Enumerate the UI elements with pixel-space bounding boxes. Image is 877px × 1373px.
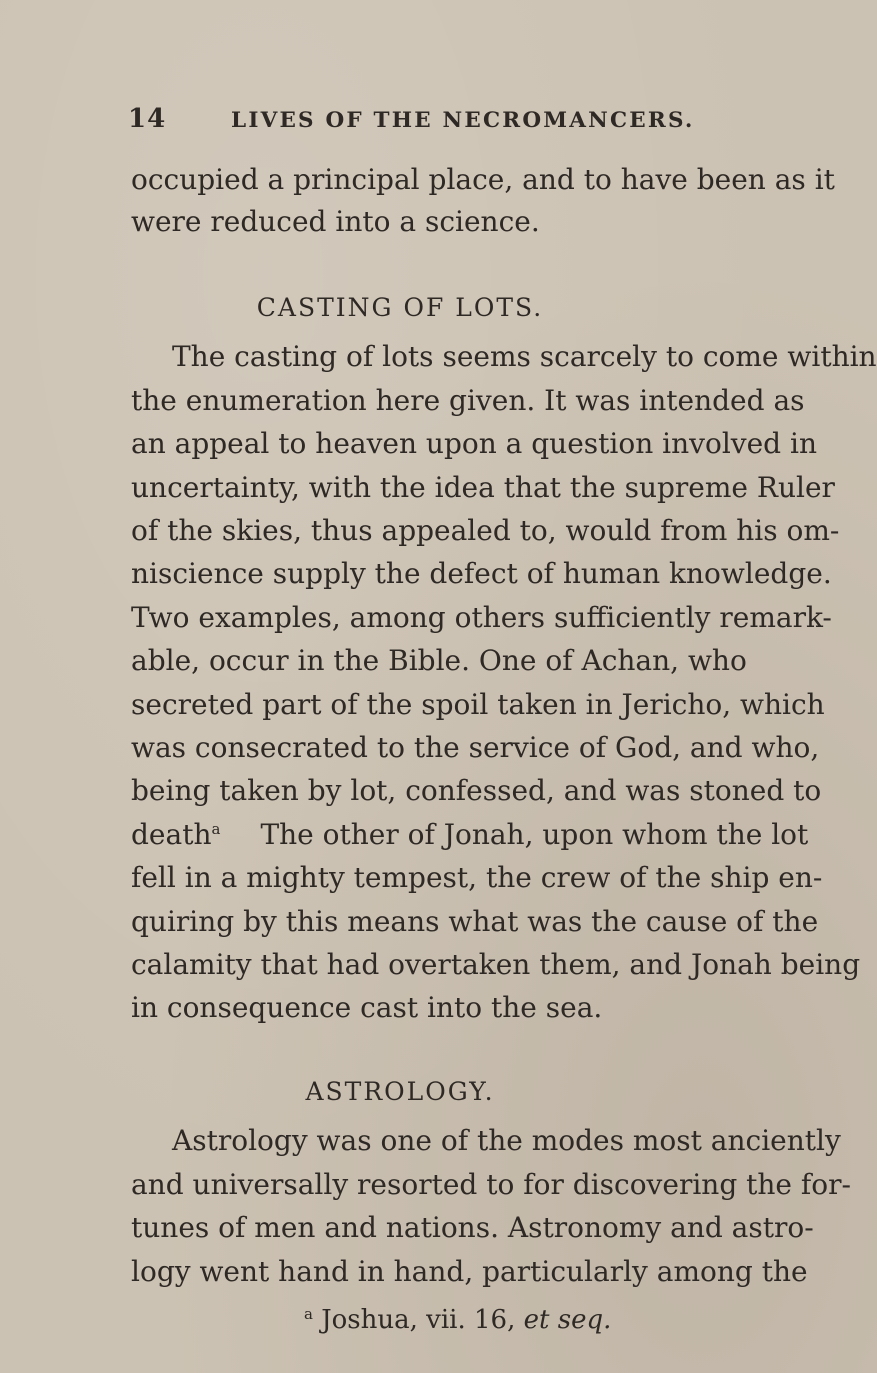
text-line: fell in a mighty tempest, the crew of the ship en-	[131, 861, 823, 894]
section-heading-casting-of-lots: CASTING OF LOTS.	[256, 293, 544, 322]
text-line: quiring by this means what was the cause of the	[131, 905, 819, 938]
text-line-with-footnote-ref	[131, 818, 809, 851]
footnote-reference: a	[211, 820, 221, 838]
text-line: uncertainty, with the idea that the supreme Ruler	[131, 471, 835, 504]
text-line: an appeal to heaven upon a question involved in	[131, 427, 817, 460]
text-fragment: The other of Jonah, upon whom the lot	[260, 818, 809, 851]
text-line: Two examples, among others sufficiently remark-	[131, 601, 832, 634]
text-line: the enumeration here given. It was intended as	[131, 384, 805, 417]
text-line: Astrology was one of the modes most anciently	[172, 1124, 841, 1157]
text-line: were reduced into a science.	[131, 205, 540, 238]
text-line: was consecrated to the service of God, and who,	[131, 731, 820, 764]
text-line: The casting of lots seems scarcely to come within	[172, 340, 877, 373]
text-line: calamity that had overtaken them, and Jonah being	[131, 948, 861, 981]
text-line: of the skies, thus appealed to, would from his om-	[131, 514, 840, 547]
footnote-marker: a	[304, 1305, 313, 1323]
text-line: tunes of men and nations. Astronomy and astro-	[131, 1211, 814, 1244]
text-line: being taken by lot, confessed, and was stoned to	[131, 774, 822, 807]
text-line: and universally resorted to for discovering the for-	[131, 1168, 851, 1201]
running-title: LIVES OF THE NECROMANCERS.	[231, 108, 695, 133]
page-number: 14	[128, 104, 167, 134]
section-heading-astrology: ASTROLOGY.	[305, 1077, 495, 1106]
text-line: in consequence cast into the sea.	[131, 991, 603, 1024]
footnote-text: Joshua, vii. 16,	[321, 1305, 516, 1335]
footnote	[304, 1305, 611, 1335]
text-line: able, occur in the Bible. One of Achan, who	[131, 644, 747, 677]
word-death: death	[131, 818, 212, 851]
text-line: occupied a principal place, and to have been as it	[131, 163, 835, 196]
footnote-italic: et seq.	[523, 1305, 612, 1335]
text-line: secreted part of the spoil taken in Jericho, which	[131, 688, 825, 721]
running-head	[128, 104, 748, 144]
text-line: logy went hand in hand, particularly among the	[131, 1255, 808, 1288]
text-line: niscience supply the defect of human knowledge.	[131, 557, 832, 590]
